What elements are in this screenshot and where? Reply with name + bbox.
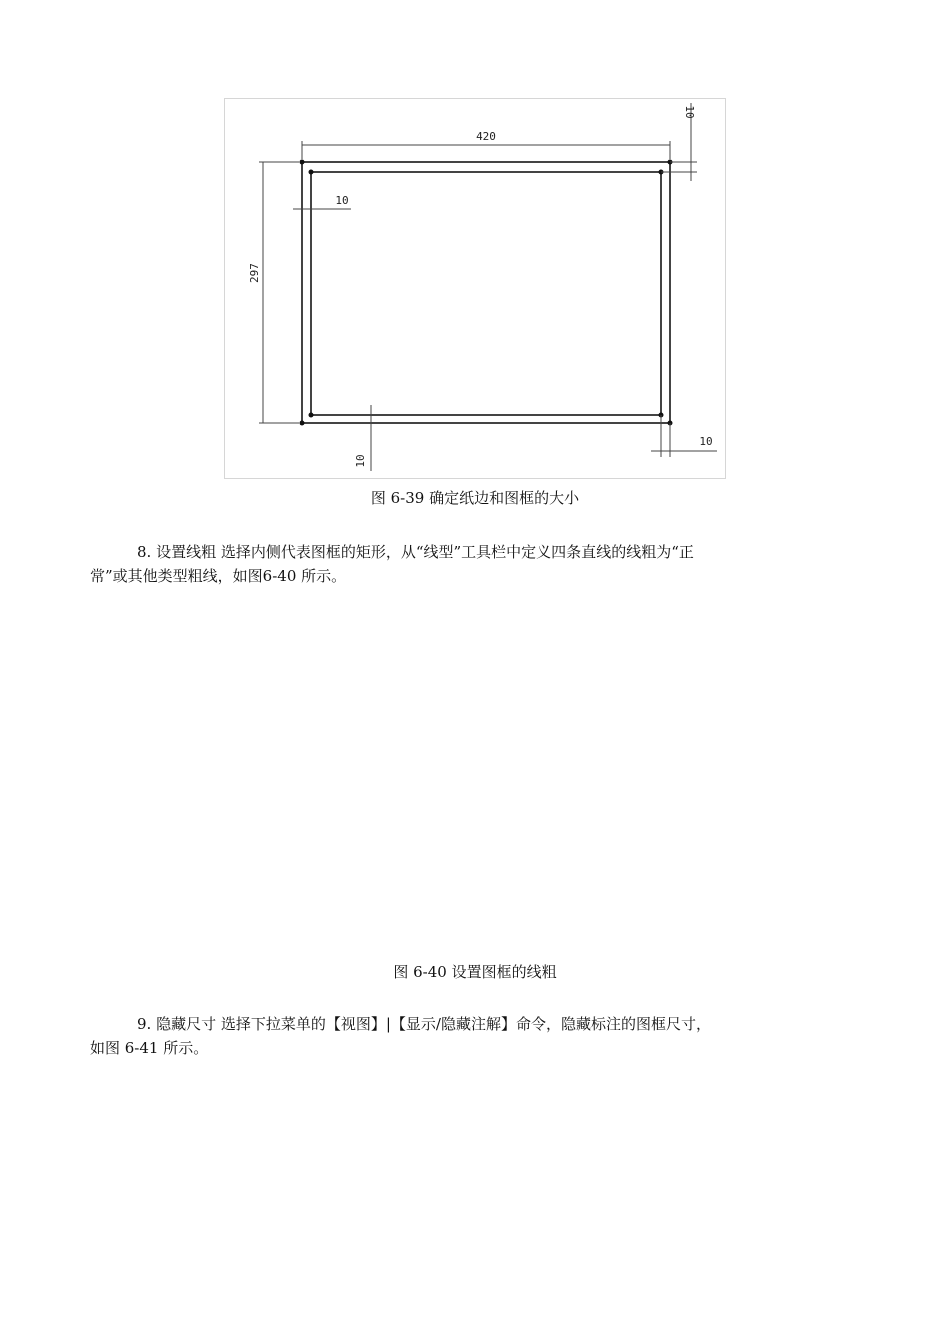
dim-right-margin-label: 10 (699, 435, 713, 448)
dim-top-right-margin-label: 10 (683, 105, 696, 119)
step-9-paragraph (90, 1012, 860, 1060)
corner-point (309, 413, 314, 418)
paper-outline (302, 162, 670, 423)
figure-6-39-caption: 图 6-39 确定纸边和图框的大小 (370, 489, 580, 507)
dim-height-label: 297 (248, 263, 261, 283)
figure-6-39-drawing (224, 98, 726, 479)
corner-point (309, 170, 314, 175)
step-9-line-2: 如图 6-41 所示。 (90, 1039, 209, 1057)
figure-6-40-caption: 图 6-40 设置图框的线粗 (393, 963, 557, 981)
step-9-line-1: 9. 隐藏尺寸 选择下拉菜单的【视图】|【显示/隐藏注解】命令，隐藏标注的图框尺寸， (137, 1015, 711, 1033)
corner-point (300, 160, 305, 165)
dim-width (302, 141, 670, 159)
dim-width-label: 420 (476, 130, 496, 143)
step-8-line-2: 常”或其他类型粗线，如图6-40 所示。 (90, 567, 347, 585)
step-8-line-1: 8. 设置线粗 选择内侧代表图框的矩形，从“线型”工具栏中定义四条直线的线粗为“正 (137, 543, 694, 561)
frame-drawing-svg (225, 99, 727, 480)
inner-frame (311, 172, 661, 415)
step-8-paragraph (90, 540, 860, 588)
corner-point (300, 421, 305, 426)
dim-left-margin-label: 10 (335, 194, 349, 207)
dim-height (259, 162, 299, 423)
dim-bottom-margin-label: 10 (354, 454, 367, 468)
